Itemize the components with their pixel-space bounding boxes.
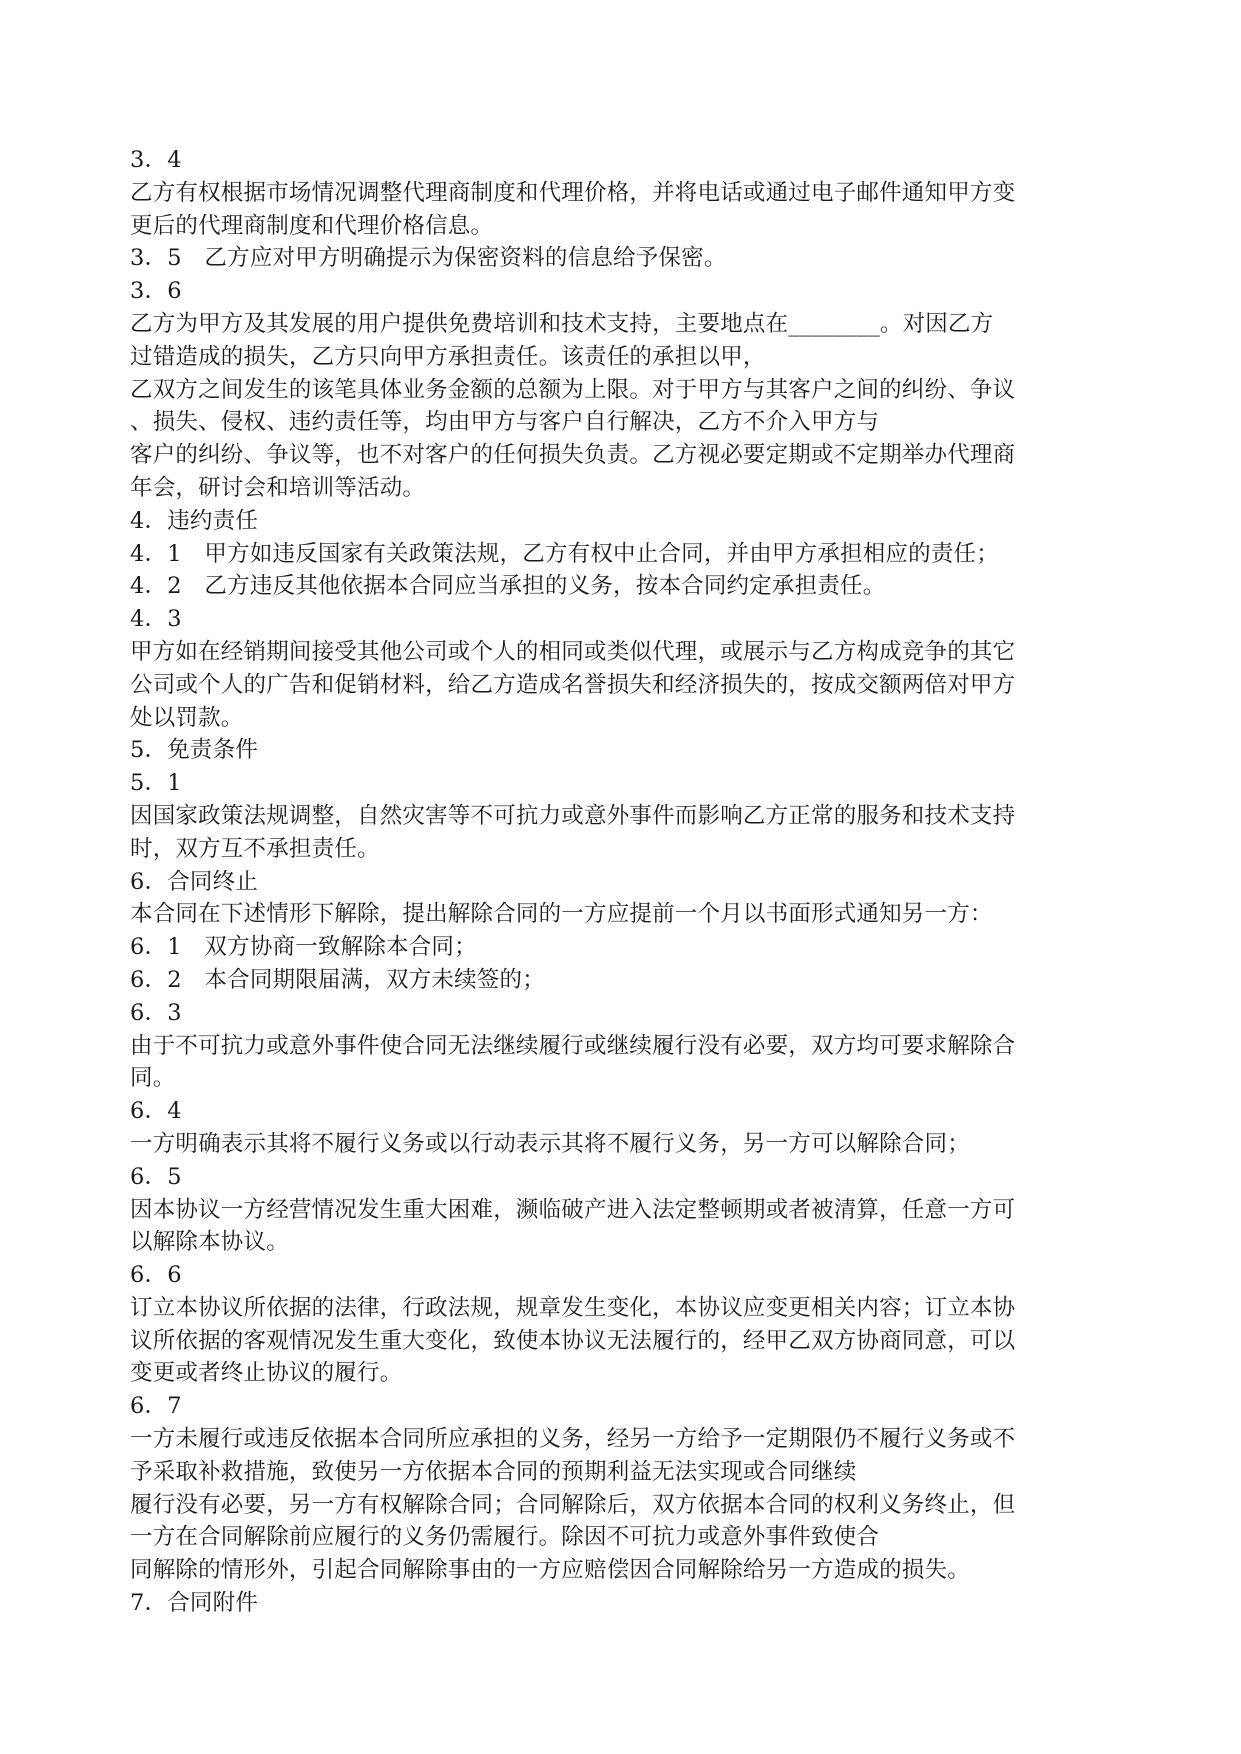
text-line: 6．6 — [130, 1262, 182, 1289]
text-line: 公司或个人的广告和促销材料，给乙方造成名誉损失和经济损失的，按成交额两倍对甲方 — [130, 671, 1016, 698]
section-heading: 5．免责条件 — [130, 737, 259, 764]
text-line: 乙方有权根据市场情况调整代理商制度和代理价格，并将电话或通过电子邮件通知甲方变 — [130, 179, 1016, 206]
section-heading: 6．合同终止 — [130, 868, 259, 895]
text-line: 3．6 — [130, 278, 182, 305]
text-line: 4．1 甲方如违反国家有关政策法规，乙方有权中止合同，并由甲方承担相应的责任； — [130, 540, 999, 567]
text-line: 履行没有必要，另一方有权解除合同；合同解除后，双方依据本合同的权利义务终止，但 — [130, 1491, 1016, 1518]
text-line: 因本协议一方经营情况发生重大困难，濒临破产进入法定整顿期或者被清算，任意一方可 — [130, 1196, 1016, 1223]
text-line: 乙方为甲方及其发展的用户提供免费培训和技术支持，主要地点在________。对因乙方 — [130, 310, 994, 337]
text-line: 因国家政策法规调整，自然灾害等不可抗力或意外事件而影响乙方正常的服务和技术支持 — [130, 802, 1016, 829]
text-line: 同解除的情形外，引起合同解除事由的一方应赔偿因合同解除给另一方造成的损失。 — [130, 1557, 970, 1584]
text-line: 5．1 — [130, 770, 182, 797]
text-line: 6．3 — [130, 999, 182, 1026]
text-line: 6．2 本合同期限届满，双方未续签的； — [130, 966, 545, 993]
text-line: 3．4 — [130, 147, 182, 173]
text-line: 年会，研讨会和培训等活动。 — [130, 474, 426, 501]
text-line: 本合同在下述情形下解除，提出解除合同的一方应提前一个月以书面形式通知另一方： — [130, 901, 993, 928]
text-line: 一方未履行或违反依据本合同所应承担的义务，经另一方给予一定期限仍不履行义务或不 — [130, 1426, 1016, 1453]
text-line: 6．7 — [130, 1393, 182, 1420]
document-page — [130, 144, 1120, 1620]
text-line: 同。 — [130, 1065, 176, 1092]
text-line: 甲方如在经销期间接受其他公司或个人的相同或类似代理，或展示与乙方构成竞争的其它 — [130, 638, 1016, 665]
text-line: 、损失、侵权、违约责任等，均由甲方与客户自行解决，乙方不介入甲方与 — [130, 409, 880, 436]
text-line: 6．5 — [130, 1163, 182, 1190]
text-line: 由于不可抗力或意外事件使合同无法继续履行或继续履行没有必要，双方均可要求解除合 — [130, 1032, 1016, 1059]
text-line: 一方在合同解除前应履行的义务仍需履行。除因不可抗力或意外事件致使合 — [130, 1524, 880, 1551]
text-line: 6．4 — [130, 1098, 182, 1125]
text-line: 订立本协议所依据的法律，行政法规，规章发生变化，本协议应变更相关内容；订立本协 — [130, 1294, 1016, 1321]
text-line: 处以罚款。 — [130, 704, 244, 731]
text-line: 过错造成的损失，乙方只向甲方承担责任。该责任的承担以甲， — [130, 343, 766, 370]
text-line: 时，双方互不承担责任。 — [130, 835, 380, 862]
text-line: 议所依据的客观情况发生重大变化，致使本协议无法履行的，经甲乙双方协商同意，可以 — [130, 1327, 1016, 1354]
text-line: 变更或者终止协议的履行。 — [130, 1360, 403, 1387]
text-line: 4．3 — [130, 606, 182, 633]
text-line: 予采取补救措施，致使另一方依据本合同的预期利益无法实现或合同继续 — [130, 1458, 857, 1485]
text-line: 6．1 双方协商一致解除本合同； — [130, 934, 477, 961]
text-line: 乙双方之间发生的该笔具体业务金额的总额为上限。对于甲方与其客户之间的纠纷、争议 — [130, 376, 1016, 403]
text-line: 4．2 乙方违反其他依据本合同应当承担的义务，按本合同约定承担责任。 — [130, 573, 886, 600]
text-line: 更后的代理商制度和代理价格信息。 — [130, 212, 494, 239]
section-heading: 7．合同附件 — [130, 1590, 259, 1617]
text-line: 客户的纠纷、争议等，也不对客户的任何损失负责。乙方视必要定期或不定期举办代理商 — [130, 442, 1016, 469]
text-line: 以解除本协议。 — [130, 1229, 289, 1256]
text-line: 3．5 乙方应对甲方明确提示为保密资料的信息给予保密。 — [130, 245, 727, 272]
section-heading: 4．违约责任 — [130, 507, 259, 534]
text-line: 一方明确表示其将不履行义务或以行动表示其将不履行义务，另一方可以解除合同； — [130, 1130, 970, 1157]
